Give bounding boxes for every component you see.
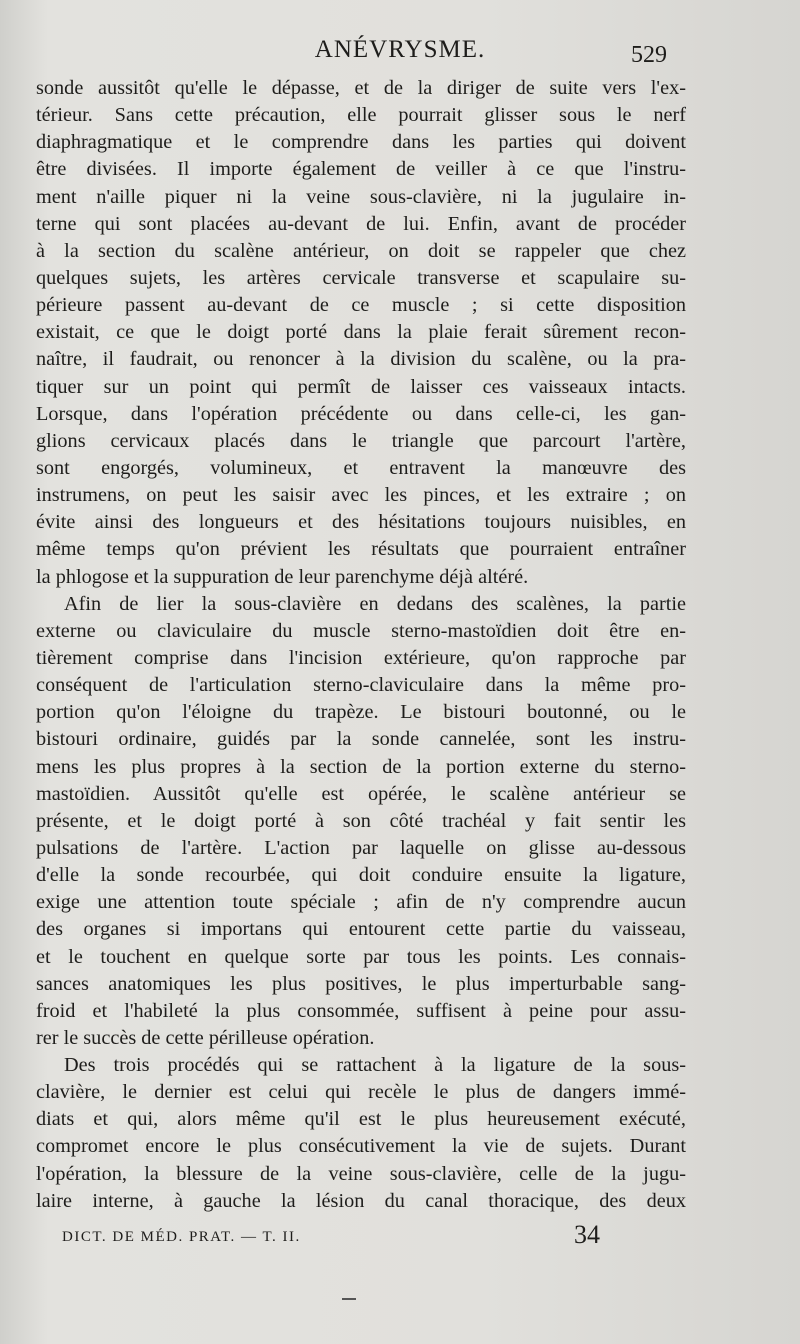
text-line: térieur. Sans cette précaution, elle pourrait glisser sous le nerf <box>36 104 686 127</box>
text-line: même temps qu'on prévient les résultats que pourraient entraîner <box>36 538 686 561</box>
text-line: l'opération, la blessure de la veine sous-clavière, celle de la jugu- <box>36 1162 686 1185</box>
footer-signature-number: 34 <box>574 1220 600 1249</box>
text-line: instrumens, on peut les saisir avec les pinces, et les extraire ; on <box>36 484 686 507</box>
text-line: Des trois procédés qui se rattachent à la ligature de la sous- <box>64 1054 686 1077</box>
text-line: bistouri ordinaire, guidés par la sonde cannelée, sont les instru- <box>36 728 686 751</box>
text-line: froid et l'habileté la plus consommée, suffisent à peine pour assu- <box>36 999 686 1022</box>
text-line: terne qui sont placées au-devant de lui. Enfin, avant de procéder <box>36 212 686 235</box>
text-line: mens les plus propres à la section de la portion externe du sterno- <box>36 755 686 778</box>
text-line: être divisées. Il importe également de veiller à ce que l'instru- <box>36 158 686 181</box>
paragraph <box>36 75 686 591</box>
text-line: existait, ce que le doigt porté dans la plaie ferait sûrement recon- <box>36 321 686 344</box>
text-line: diats et qui, alors même qu'il est le plus heureusement exécuté, <box>36 1108 686 1131</box>
text-line: glions cervicaux placés dans le triangle que parcourt l'artère, <box>36 429 686 452</box>
body-text <box>36 75 686 1215</box>
text-line: et le touchent en quelque sorte par tous les points. Les connais- <box>36 945 686 968</box>
running-title: ANÉVRYSME. <box>314 36 486 63</box>
text-line: conséquent de l'articulation sterno-claviculaire dans la même pro- <box>36 674 686 697</box>
text-line: la phlogose et la suppuration de leur parenchyme déjà altéré. <box>36 565 529 588</box>
text-line: exige une attention toute spéciale ; afin de n'y comprendre aucun <box>36 891 686 914</box>
text-line: laire interne, à gauche la lésion du canal thoracique, des deux <box>36 1189 686 1212</box>
text-line: diaphragmatique et le comprendre dans les parties qui doivent <box>36 131 686 154</box>
text-line: évite ainsi des longueurs et des hésitations toujours nuisibles, en <box>36 511 686 534</box>
text-line: naître, il faudrait, ou renoncer à la division du scalène, ou la pra- <box>36 348 686 371</box>
text-line: pulsations de l'artère. L'action par laquelle on glisse au-dessous <box>36 836 686 859</box>
text-line: externe ou claviculaire du muscle sterno-mastoïdien doit être en- <box>36 619 686 642</box>
text-line: tièrement comprise dans l'incision extérieure, qu'on rapproche par <box>36 646 686 669</box>
text-line: mastoïdien. Aussitôt qu'elle est opérée, le scalène antérieur se <box>36 782 686 805</box>
text-line: Lorsque, dans l'opération précédente ou dans celle-ci, les gan- <box>36 402 686 425</box>
text-line: rer le succès de cette périlleuse opération. <box>36 1026 375 1049</box>
text-line: d'elle la sonde recourbée, qui doit conduire ensuite la ligature, <box>36 864 686 887</box>
text-line: sonde aussitôt qu'elle le dépasse, et de la diriger de suite vers l'ex- <box>36 77 686 99</box>
text-line: Afin de lier la sous-clavière en dedans des scalènes, la partie <box>64 592 686 615</box>
text-line: périeure passent au-devant de ce muscle ; si cette disposition <box>36 294 686 317</box>
paragraph <box>36 1052 686 1215</box>
stray-mark <box>342 1298 356 1300</box>
paragraph <box>36 591 686 1052</box>
text-line: sances anatomiques les plus positives, le plus imperturbable sang- <box>36 972 686 995</box>
text-line: ment n'aille piquer ni la veine sous-clavière, ni la jugulaire in- <box>36 185 686 208</box>
text-line: sont engorgés, volumineux, et entravent la manœuvre des <box>36 456 686 479</box>
text-line: présente, et le doigt porté à son côté trachéal y fait sentir les <box>36 809 686 832</box>
text-line: portion qu'on l'éloigne du trapèze. Le bistouri boutonné, ou le <box>36 701 686 724</box>
text-line: clavière, le dernier est celui qui recèle le plus de dangers immé- <box>36 1081 686 1104</box>
text-line: tiquer sur un point qui permît de laisser ces vaisseaux intacts. <box>36 375 686 398</box>
text-line: quelques sujets, les artères cervicale transverse et scapulaire su- <box>36 266 686 289</box>
text-line: à la section du scalène antérieur, on doit se rappeler que chez <box>36 239 686 262</box>
text-line: des organes si importans qui entourent cette partie du vaisseau, <box>36 918 686 941</box>
page-number: 529 <box>631 42 667 68</box>
text-line: compromet encore le plus consécutivement la vie de sujets. Durant <box>36 1135 686 1158</box>
footer-signature: DICT. DE MÉD. PRAT. — T. II. <box>62 1229 301 1245</box>
